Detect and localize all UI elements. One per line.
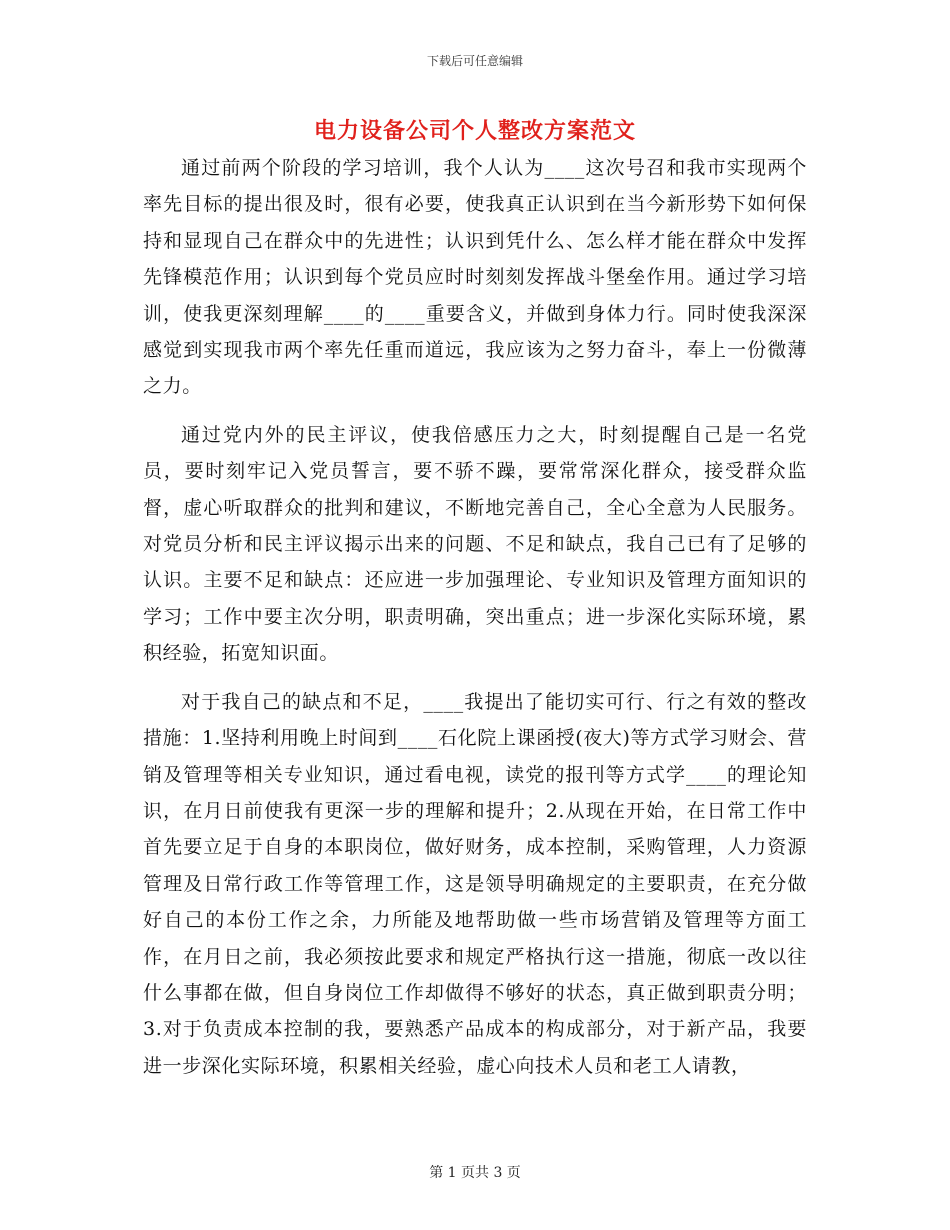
paragraph-1: 通过前两个阶段的学习培训，我个人认为____这次号召和我市实现两个率先目标的提出很及时，很有必要，使我真正认识到在当今新形势下如何保持和显现自己在群众中的先进性；认识到凭什么、怎么样才能在群众中发挥先锋模范作用；认识到每个党员应时时刻刻发挥战斗堡垒作用。通过学习培训，使我更深刻理解____的____重要含义，并做到身体力行。同时使我深深感觉到实现我市两个率先任重而道远，我应该为之努力奋斗，奉上一份微薄之力。 (143, 157, 807, 398)
page-number: 第 1 页共 3 页 (429, 1165, 521, 1181)
page-header-note: 下载后可任意编辑 (426, 54, 523, 68)
document-body (143, 150, 807, 1096)
document-title: 电力设备公司个人整改方案范文 (313, 118, 636, 144)
paragraph-2: 通过党内外的民主评议，使我倍感压力之大，时刻提醒自己是一名党员，要时刻牢记入党员誓言，要不骄不躁，要常常深化群众，接受群众监督，虚心听取群众的批判和建议，不断地完善自己，全心全意为人民服务。对党员分析和民主评议揭示出来的问题、不足和缺点，我自己已有了足够的认识。主要不足和缺点：还应进一步加强理论、专业知识及管理方面知识的学习；工作中要主次分明，职责明确，突出重点；进一步深化实际环境，累积经验，拓宽知识面。 (143, 423, 807, 665)
paragraph-3: 对于我自己的缺点和不足，____我提出了能切实可行、行之有效的整改措施：1.坚持利用晚上时间到____石化院上课函授(夜大)等方式学习财会、营销及管理等相关专业知识，通过看电视，读党的报刊等方式学____的理论知识，在月日前使我有更深一步的理解和提升；2.从现在开始，在日常工作中首先要立足于自身的本职岗位，做好财务，成本控制，采购管理，人力资源管理及日常行政工作等管理工作，这是领导明确规定的主要职责，在充分做好自己的本份工作之余，力所能及地帮助做一些市场营销及管理等方面工作，在月日之前，我必须按此要求和规定严格执行这一措施，彻底一改以往什么事都在做，但自身岗位工作却做得不够好的状态，真正做到职责分明；3.对于负责成本控制的我，要熟悉产品成本的构成部分，对于新产品，我要进一步深化实际环境，积累相关经验，虚心向技术人员和老工人请教， (143, 690, 807, 1077)
